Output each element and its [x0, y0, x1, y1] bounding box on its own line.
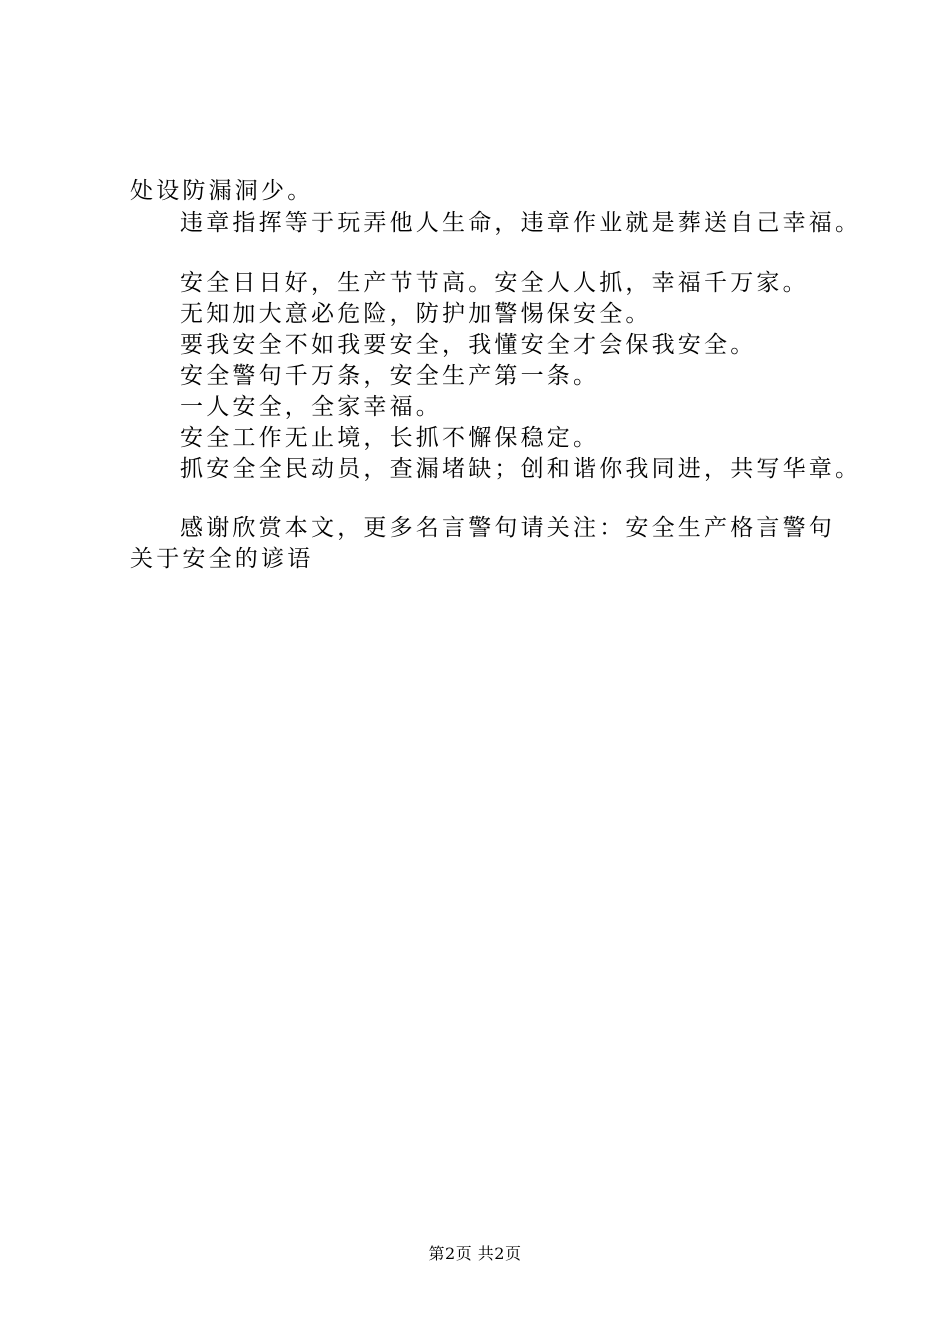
- related-article-link[interactable]: 关于安全的谚语: [130, 546, 314, 572]
- text-line: 安全警句千万条，安全生产第一条。: [180, 363, 600, 389]
- text-line: 安全工作无止境，长抓不懈保稳定。: [180, 425, 600, 451]
- text-line: 安全日日好，生产节节高。安全人人抓，幸福千万家。: [180, 270, 809, 296]
- text-line: 违章指挥等于玩弄他人生命，违章作业就是葬送自己幸福。: [180, 210, 862, 236]
- closing-text-line: 感谢欣赏本文，更多名言警句请关注：安全生产格言警句: [180, 515, 835, 541]
- text-line: 抓安全全民动员，查漏堵缺；创和谐你我同进，共写华章。: [180, 456, 862, 482]
- text-line: 无知加大意必危险，防护加警惕保安全。: [180, 301, 652, 327]
- page-footer: 第2页 共2页: [428, 1244, 522, 1263]
- text-line: 要我安全不如我要安全，我懂安全才会保我安全。: [180, 332, 757, 358]
- text-line: 处设防漏洞少。: [130, 178, 314, 204]
- text-line: 一人安全，全家幸福。: [180, 394, 442, 420]
